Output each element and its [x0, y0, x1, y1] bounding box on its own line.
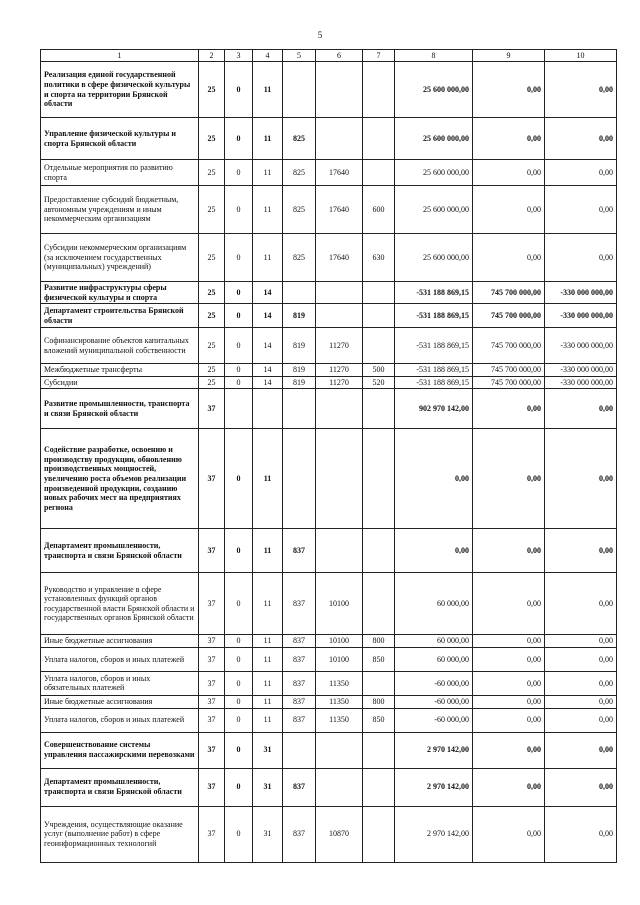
- row-code-4: [253, 389, 283, 429]
- row-amount-10: 0,00: [545, 573, 617, 635]
- row-code-3: 0: [225, 429, 253, 529]
- row-code-4: 31: [253, 806, 283, 862]
- table-row: [41, 806, 617, 862]
- column-header: 9: [473, 50, 545, 62]
- row-name: Софинансирование объектов капитальных вложений муниципальной собственности: [41, 328, 199, 364]
- table-row: [41, 62, 617, 118]
- row-code-7: [363, 768, 395, 806]
- column-header: 10: [545, 50, 617, 62]
- row-code-2: 25: [199, 186, 225, 234]
- row-amount-9: 0,00: [473, 429, 545, 529]
- row-code-4: 11: [253, 529, 283, 573]
- row-code-5: 819: [283, 376, 316, 389]
- row-name: Содействие разработке, освоению и производству продукции, обновлению производственных мощностей, увеличению роста объемов реализации произведенной продукции, созданию новых рабочих мест на предприятиях региона: [41, 429, 199, 529]
- row-code-6: [316, 768, 363, 806]
- table-row: [41, 529, 617, 573]
- row-code-6: 11350: [316, 708, 363, 732]
- row-code-5: [283, 732, 316, 768]
- row-code-4: 11: [253, 118, 283, 160]
- row-code-6: 10100: [316, 647, 363, 671]
- row-name: Совершенствование системы управления пассажирскими перевозками: [41, 732, 199, 768]
- row-code-3: 0: [225, 695, 253, 708]
- table-row: [41, 364, 617, 377]
- row-code-3: 0: [225, 635, 253, 648]
- table-row: [41, 429, 617, 529]
- row-amount-9: 745 700 000,00: [473, 282, 545, 304]
- row-code-2: 25: [199, 304, 225, 328]
- table-row: [41, 160, 617, 186]
- row-code-4: 11: [253, 429, 283, 529]
- row-code-3: 0: [225, 364, 253, 377]
- row-amount-8: 902 970 142,00: [395, 389, 473, 429]
- table-row: [41, 695, 617, 708]
- row-code-5: 837: [283, 806, 316, 862]
- row-amount-8: -531 188 869,15: [395, 364, 473, 377]
- row-code-3: 0: [225, 118, 253, 160]
- row-code-3: 0: [225, 160, 253, 186]
- row-code-3: 0: [225, 529, 253, 573]
- row-amount-8: -60 000,00: [395, 695, 473, 708]
- column-header: 5: [283, 50, 316, 62]
- row-code-6: 17640: [316, 234, 363, 282]
- row-code-6: 10870: [316, 806, 363, 862]
- row-code-4: 11: [253, 186, 283, 234]
- row-amount-8: 2 970 142,00: [395, 806, 473, 862]
- row-name: Департамент промышленности, транспорта и связи Брянской области: [41, 768, 199, 806]
- row-name: Уплата налогов, сборов и иных платежей: [41, 647, 199, 671]
- row-code-7: [363, 282, 395, 304]
- row-amount-8: 60 000,00: [395, 573, 473, 635]
- row-code-5: 825: [283, 160, 316, 186]
- row-amount-10: 0,00: [545, 389, 617, 429]
- row-amount-10: 0,00: [545, 118, 617, 160]
- row-code-7: 600: [363, 186, 395, 234]
- row-amount-8: 60 000,00: [395, 647, 473, 671]
- row-amount-10: 0,00: [545, 671, 617, 695]
- row-code-6: 11270: [316, 364, 363, 377]
- row-name: Учреждения, осуществляющие оказание услуг (выполнение работ) в сфере геоинформационных технологий: [41, 806, 199, 862]
- row-amount-8: 2 970 142,00: [395, 732, 473, 768]
- row-code-2: 25: [199, 160, 225, 186]
- row-amount-9: 0,00: [473, 573, 545, 635]
- table-row: [41, 573, 617, 635]
- row-code-5: [283, 429, 316, 529]
- row-code-3: [225, 389, 253, 429]
- row-name: Межбюджетные трансферты: [41, 364, 199, 377]
- row-name: Реализация единой государственной политики в сфере физической культуры и спорта на территории Брянской области: [41, 62, 199, 118]
- row-amount-9: 0,00: [473, 708, 545, 732]
- table-row: [41, 304, 617, 328]
- row-name: Уплата налогов, сборов и иных обязательных платежей: [41, 671, 199, 695]
- row-code-6: [316, 732, 363, 768]
- row-name: Управление физической культуры и спорта Брянской области: [41, 118, 199, 160]
- row-amount-8: -531 188 869,15: [395, 282, 473, 304]
- row-code-4: 11: [253, 573, 283, 635]
- row-code-4: 31: [253, 732, 283, 768]
- row-code-7: 850: [363, 708, 395, 732]
- table-row: [41, 234, 617, 282]
- row-code-7: [363, 160, 395, 186]
- row-code-3: 0: [225, 768, 253, 806]
- row-code-5: 837: [283, 647, 316, 671]
- row-code-4: 14: [253, 328, 283, 364]
- row-code-3: 0: [225, 62, 253, 118]
- row-code-7: [363, 529, 395, 573]
- row-code-5: 819: [283, 328, 316, 364]
- row-amount-9: 745 700 000,00: [473, 364, 545, 377]
- row-code-2: 37: [199, 732, 225, 768]
- row-code-2: 37: [199, 671, 225, 695]
- row-amount-8: 25 600 000,00: [395, 186, 473, 234]
- row-name: Субсидии: [41, 376, 199, 389]
- row-amount-8: -60 000,00: [395, 671, 473, 695]
- row-code-5: 825: [283, 118, 316, 160]
- row-code-4: 11: [253, 671, 283, 695]
- row-amount-10: 0,00: [545, 768, 617, 806]
- row-code-7: [363, 732, 395, 768]
- row-amount-9: 0,00: [473, 695, 545, 708]
- row-code-2: 25: [199, 364, 225, 377]
- row-code-7: 800: [363, 695, 395, 708]
- row-amount-8: 25 600 000,00: [395, 160, 473, 186]
- row-code-4: 14: [253, 282, 283, 304]
- row-code-2: 37: [199, 429, 225, 529]
- row-code-7: [363, 304, 395, 328]
- table-row: [41, 671, 617, 695]
- row-amount-8: -531 188 869,15: [395, 304, 473, 328]
- row-code-3: 0: [225, 806, 253, 862]
- column-header: 1: [41, 50, 199, 62]
- row-code-6: [316, 389, 363, 429]
- row-amount-9: 0,00: [473, 62, 545, 118]
- row-amount-9: 745 700 000,00: [473, 376, 545, 389]
- row-code-2: 25: [199, 328, 225, 364]
- row-code-3: 0: [225, 328, 253, 364]
- row-amount-10: -330 000 000,00: [545, 282, 617, 304]
- row-code-6: [316, 62, 363, 118]
- row-code-2: 37: [199, 806, 225, 862]
- row-amount-9: 0,00: [473, 234, 545, 282]
- row-code-5: 837: [283, 573, 316, 635]
- row-name: Предоставление субсидий бюджетным, автономным учреждениям и иным некоммерческим организациям: [41, 186, 199, 234]
- column-header: 4: [253, 50, 283, 62]
- table-row: [41, 186, 617, 234]
- budget-table: [40, 49, 617, 863]
- row-code-7: 630: [363, 234, 395, 282]
- row-amount-10: 0,00: [545, 695, 617, 708]
- column-header: 2: [199, 50, 225, 62]
- row-code-4: 14: [253, 304, 283, 328]
- row-code-4: 14: [253, 364, 283, 377]
- table-row: [41, 768, 617, 806]
- row-amount-10: -330 000 000,00: [545, 364, 617, 377]
- row-code-6: 11270: [316, 376, 363, 389]
- table-row: [41, 376, 617, 389]
- row-code-2: 25: [199, 282, 225, 304]
- table-row: [41, 708, 617, 732]
- row-code-3: 0: [225, 304, 253, 328]
- row-amount-9: 0,00: [473, 647, 545, 671]
- row-code-5: 819: [283, 364, 316, 377]
- row-code-7: [363, 671, 395, 695]
- row-code-6: [316, 529, 363, 573]
- row-code-6: [316, 282, 363, 304]
- row-code-6: [316, 429, 363, 529]
- row-amount-10: -330 000 000,00: [545, 304, 617, 328]
- row-amount-9: 0,00: [473, 671, 545, 695]
- row-code-2: 25: [199, 118, 225, 160]
- row-code-7: [363, 806, 395, 862]
- table-row: [41, 732, 617, 768]
- table-row: [41, 328, 617, 364]
- row-code-2: 37: [199, 695, 225, 708]
- row-code-6: 10100: [316, 573, 363, 635]
- row-amount-10: 0,00: [545, 160, 617, 186]
- row-amount-9: 0,00: [473, 529, 545, 573]
- row-code-6: 11350: [316, 671, 363, 695]
- row-code-4: 11: [253, 234, 283, 282]
- row-code-2: 37: [199, 708, 225, 732]
- row-name: Субсидии некоммерческим организациям (за исключением государственных (муниципальных) учреждений): [41, 234, 199, 282]
- row-amount-10: 0,00: [545, 234, 617, 282]
- row-code-2: 37: [199, 529, 225, 573]
- row-code-4: 14: [253, 376, 283, 389]
- row-code-6: 17640: [316, 186, 363, 234]
- row-code-5: 837: [283, 635, 316, 648]
- table-row: [41, 647, 617, 671]
- row-amount-9: 745 700 000,00: [473, 304, 545, 328]
- row-code-6: 11350: [316, 695, 363, 708]
- row-code-3: 0: [225, 282, 253, 304]
- row-amount-10: -330 000 000,00: [545, 376, 617, 389]
- row-amount-8: -531 188 869,15: [395, 328, 473, 364]
- row-amount-10: 0,00: [545, 429, 617, 529]
- row-code-5: [283, 282, 316, 304]
- row-code-3: 0: [225, 732, 253, 768]
- row-amount-9: 745 700 000,00: [473, 328, 545, 364]
- row-code-3: 0: [225, 573, 253, 635]
- row-code-3: 0: [225, 647, 253, 671]
- column-header: 7: [363, 50, 395, 62]
- row-code-4: 11: [253, 635, 283, 648]
- row-amount-9: 0,00: [473, 186, 545, 234]
- row-code-5: 819: [283, 304, 316, 328]
- row-name: Иные бюджетные ассигнования: [41, 695, 199, 708]
- table-row: [41, 635, 617, 648]
- row-name: Развитие инфраструктуры сферы физической культуры и спорта: [41, 282, 199, 304]
- row-code-3: 0: [225, 234, 253, 282]
- row-code-7: [363, 429, 395, 529]
- row-amount-9: 0,00: [473, 635, 545, 648]
- row-code-6: [316, 304, 363, 328]
- row-code-2: 37: [199, 647, 225, 671]
- row-code-7: [363, 389, 395, 429]
- row-amount-10: 0,00: [545, 62, 617, 118]
- column-header: 6: [316, 50, 363, 62]
- row-code-7: 520: [363, 376, 395, 389]
- row-code-6: 17640: [316, 160, 363, 186]
- row-amount-10: 0,00: [545, 708, 617, 732]
- row-code-5: 837: [283, 529, 316, 573]
- table-row: [41, 118, 617, 160]
- row-code-3: 0: [225, 376, 253, 389]
- row-code-7: 850: [363, 647, 395, 671]
- row-amount-8: 0,00: [395, 429, 473, 529]
- row-name: Руководство и управление в сфере установленных функций органов государственной власти Брянской области и государственных органов Брянской области: [41, 573, 199, 635]
- row-amount-10: -330 000 000,00: [545, 328, 617, 364]
- table-header-row: [41, 50, 617, 62]
- row-name: Департамент промышленности, транспорта и связи Брянской области: [41, 529, 199, 573]
- row-code-2: 37: [199, 389, 225, 429]
- row-amount-8: 0,00: [395, 529, 473, 573]
- row-amount-10: 0,00: [545, 806, 617, 862]
- row-code-4: 11: [253, 695, 283, 708]
- row-amount-8: -531 188 869,15: [395, 376, 473, 389]
- row-code-2: 25: [199, 62, 225, 118]
- row-code-6: 11270: [316, 328, 363, 364]
- row-code-7: 500: [363, 364, 395, 377]
- row-code-5: 825: [283, 234, 316, 282]
- row-name: Развитие промышленности, транспорта и связи Брянской области: [41, 389, 199, 429]
- table-row: [41, 389, 617, 429]
- row-name: Иные бюджетные ассигнования: [41, 635, 199, 648]
- row-name: Уплата налогов, сборов и иных платежей: [41, 708, 199, 732]
- row-code-3: 0: [225, 671, 253, 695]
- row-code-5: 825: [283, 186, 316, 234]
- row-amount-9: 0,00: [473, 389, 545, 429]
- row-code-7: [363, 328, 395, 364]
- row-amount-9: 0,00: [473, 732, 545, 768]
- row-amount-9: 0,00: [473, 118, 545, 160]
- table-row: [41, 282, 617, 304]
- row-code-7: 800: [363, 635, 395, 648]
- row-code-6: 10100: [316, 635, 363, 648]
- row-code-4: 31: [253, 768, 283, 806]
- row-code-5: 837: [283, 695, 316, 708]
- row-code-4: 11: [253, 62, 283, 118]
- column-header: 3: [225, 50, 253, 62]
- row-name: Отдельные мероприятия по развитию спорта: [41, 160, 199, 186]
- row-amount-8: 25 600 000,00: [395, 234, 473, 282]
- row-code-6: [316, 118, 363, 160]
- row-amount-8: -60 000,00: [395, 708, 473, 732]
- row-amount-10: 0,00: [545, 529, 617, 573]
- row-code-5: 837: [283, 671, 316, 695]
- row-amount-8: 2 970 142,00: [395, 768, 473, 806]
- row-amount-10: 0,00: [545, 635, 617, 648]
- row-code-2: 25: [199, 234, 225, 282]
- row-code-7: [363, 118, 395, 160]
- row-amount-8: 25 600 000,00: [395, 62, 473, 118]
- row-name: Департамент строительства Брянской области: [41, 304, 199, 328]
- row-amount-8: 60 000,00: [395, 635, 473, 648]
- row-code-3: 0: [225, 186, 253, 234]
- row-code-5: [283, 389, 316, 429]
- row-code-7: [363, 573, 395, 635]
- row-code-4: 11: [253, 647, 283, 671]
- row-amount-10: 0,00: [545, 186, 617, 234]
- row-code-4: 11: [253, 160, 283, 186]
- row-code-5: [283, 62, 316, 118]
- row-amount-9: 0,00: [473, 160, 545, 186]
- row-amount-10: 0,00: [545, 732, 617, 768]
- column-header: 8: [395, 50, 473, 62]
- row-code-5: 837: [283, 768, 316, 806]
- row-code-4: 11: [253, 708, 283, 732]
- row-code-2: 37: [199, 768, 225, 806]
- page-number: 5: [317, 30, 323, 40]
- row-code-7: [363, 62, 395, 118]
- row-code-5: 837: [283, 708, 316, 732]
- row-amount-9: 0,00: [473, 768, 545, 806]
- row-code-2: 25: [199, 376, 225, 389]
- row-code-2: 37: [199, 573, 225, 635]
- row-amount-8: 25 600 000,00: [395, 118, 473, 160]
- row-code-2: 37: [199, 635, 225, 648]
- row-code-3: 0: [225, 708, 253, 732]
- row-amount-10: 0,00: [545, 647, 617, 671]
- row-amount-9: 0,00: [473, 806, 545, 862]
